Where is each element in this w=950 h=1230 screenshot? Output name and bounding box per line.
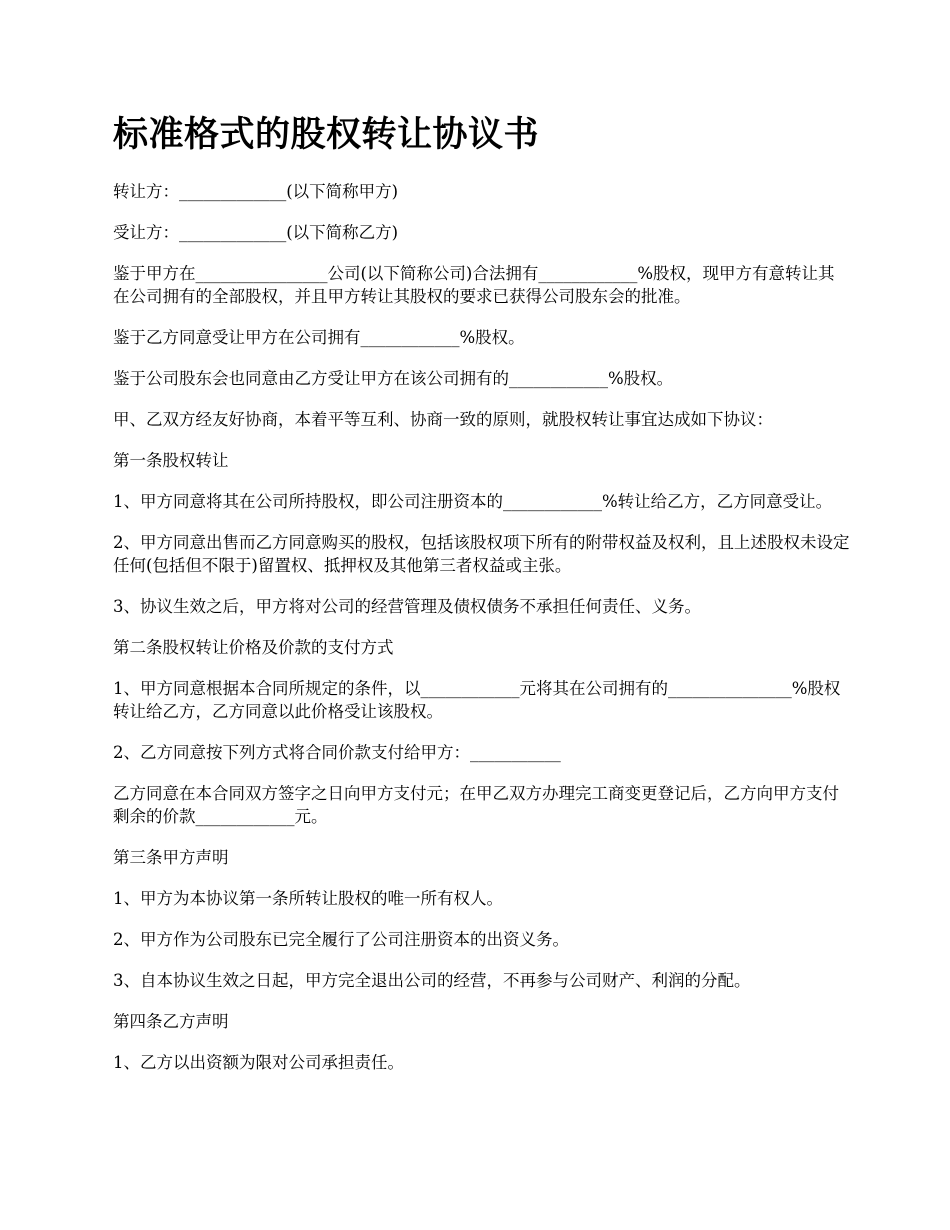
clause-paragraph: 1、甲方为本协议第一条所转让股权的唯一所有权人。 bbox=[113, 889, 503, 908]
agreement-intro: 甲、乙双方经友好协商，本着平等互利、协商一致的原则，就股权转让事宜达成如下协议： bbox=[113, 410, 773, 429]
recital-paragraph: 鉴于公司股东会也同意由乙方受让甲方在该公司拥有的____________%股权。 bbox=[113, 369, 674, 388]
article-heading: 第四条乙方声明 bbox=[113, 1012, 229, 1031]
transferor-line: 转让方：_____________(以下简称甲方) bbox=[113, 182, 399, 201]
clause-paragraph: 2、乙方同意按下列方式将合同价款支付给甲方：___________ bbox=[113, 743, 561, 762]
clause-paragraph: 1、乙方以出资额为限对公司承担责任。 bbox=[113, 1053, 404, 1072]
clause-paragraph: 乙方同意在本合同双方签字之日向甲方支付元；在甲乙双方办理完工商变更登记后，乙方向甲方支付剩余的价款____________元。 bbox=[113, 784, 839, 826]
recital-paragraph: 鉴于乙方同意受让甲方在公司拥有____________%股权。 bbox=[113, 328, 525, 347]
transferee-line: 受让方：_____________(以下简称乙方) bbox=[113, 223, 399, 242]
article-heading: 第二条股权转让价格及价款的支付方式 bbox=[113, 638, 394, 657]
clause-paragraph: 3、协议生效之后，甲方将对公司的经营管理及债权债务不承担任何责任、义务。 bbox=[113, 597, 701, 616]
clause-paragraph: 2、甲方作为公司股东已完全履行了公司注册资本的出资义务。 bbox=[113, 930, 569, 949]
recital-paragraph: 鉴于甲方在________________公司(以下简称公司)合法拥有____________%股权，现甲方有意转让其在公司拥有的全部股权，并且甲方转让其股权的要求已获得公司股东会的批准。 bbox=[113, 264, 835, 306]
article-heading: 第一条股权转让 bbox=[113, 451, 229, 470]
article-heading: 第三条甲方声明 bbox=[113, 848, 229, 867]
clause-paragraph: 1、甲方同意将其在公司所持股权，即公司注册资本的____________%转让给乙方，乙方同意受让。 bbox=[113, 492, 833, 511]
document-title: 标准格式的股权转让协议书 bbox=[113, 114, 540, 155]
clause-paragraph: 2、甲方同意出售而乙方同意购买的股权，包括该股权项下所有的附带权益及权利，且上述股权未设定任何(包括但不限于)留置权、抵押权及其他第三者权益或主张。 bbox=[113, 533, 850, 575]
clause-paragraph: 1、甲方同意根据本合同所规定的条件，以____________元将其在公司拥有的_______________%股权转让给乙方，乙方同意以此价格受让该股权。 bbox=[113, 679, 841, 721]
clause-paragraph: 3、自本协议生效之日起，甲方完全退出公司的经营，不再参与公司财产、利润的分配。 bbox=[113, 971, 751, 990]
